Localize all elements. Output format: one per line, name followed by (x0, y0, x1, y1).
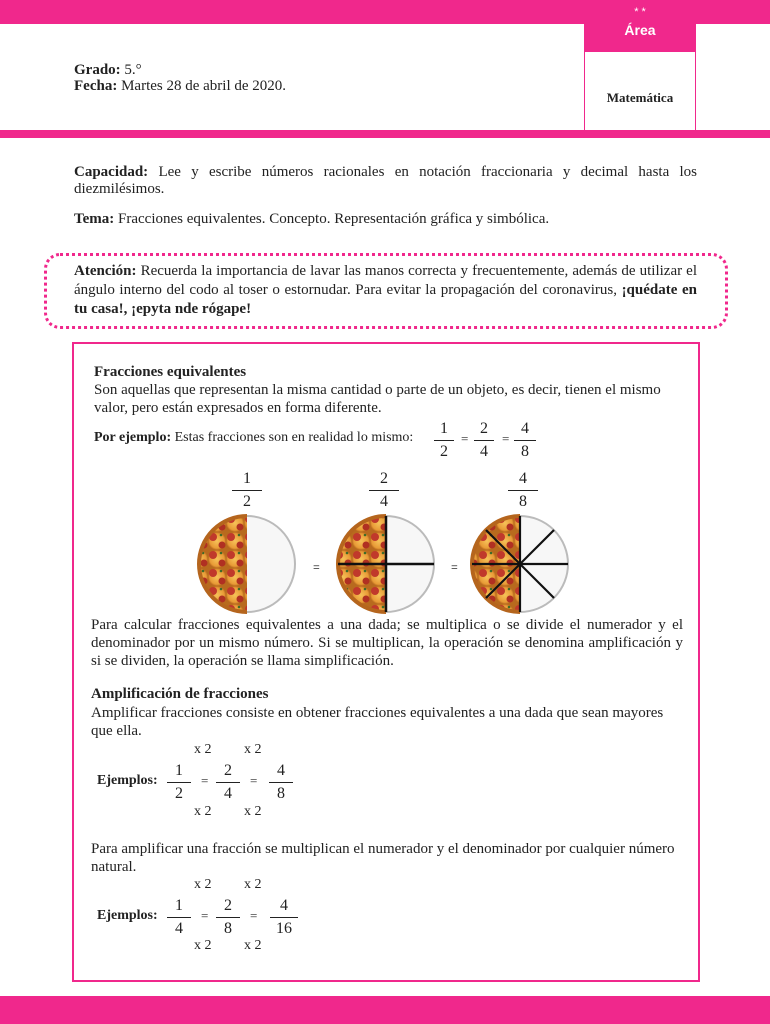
area-label: Área (624, 22, 656, 38)
equals-sign: = (250, 773, 258, 788)
mult-top-2: x 2 (244, 742, 262, 757)
grado-value: 5.° (124, 62, 142, 78)
example2-fraction-2: $\frac{2}{8}$ (216, 897, 240, 938)
tema (74, 211, 697, 228)
ejemplos-label-2: Ejemplos: (97, 908, 158, 923)
example1-fraction-1: $\frac{1}{2}$ (167, 762, 191, 803)
fraction-inline-1: $\frac{1}{2}$ (434, 420, 454, 461)
example1-fraction-2: $\frac{2}{4}$ (216, 762, 240, 803)
capacidad-text: Lee y escribe números racionales en notación fraccionaria y decimal hasta los diezmilésimos. (74, 164, 697, 197)
pizza-diagram (190, 514, 580, 618)
mult-bottom-4: x 2 (244, 938, 262, 953)
example2-fraction-1: $\frac{1}{4}$ (167, 897, 191, 938)
atencion-body: Recuerda la importancia de lavar las manos correcta y frecuentemente, además de utilizar el ángulo interno del codo al toser o estornudar. Para evitar la propagación del coronavirus, (74, 263, 697, 298)
fraction-inline-3: $\frac{4}{8}$ (514, 420, 536, 461)
footer-bar (0, 996, 770, 1024)
grado-label: Grado: (74, 62, 121, 78)
ejemplo-line (94, 430, 413, 446)
pizza-two-fourths (338, 516, 434, 612)
tema-label: Tema: (74, 211, 115, 227)
fraction-inline-2: $\frac{2}{4}$ (474, 420, 494, 461)
header-divider (0, 130, 770, 138)
fecha-label: Fecha: (74, 78, 118, 94)
mult-top-1: x 2 (194, 742, 212, 757)
ejemplo-text: Estas fracciones son en realidad lo mismo: (174, 430, 414, 445)
atencion-text (74, 262, 697, 319)
fraction-two-fourths: $\frac{2}{4}$ (369, 470, 399, 511)
example2-fraction-3: $\frac{4}{16}$ (270, 897, 298, 938)
capacidad (74, 164, 697, 198)
ampl-text: Amplificar fracciones consiste en obtener fracciones equivalentes a una dada que sean mayores que ella. (91, 705, 664, 739)
box-title: Fracciones equivalentes (94, 364, 247, 380)
equals-sign: = (461, 431, 469, 446)
mult-bottom-2: x 2 (244, 804, 262, 819)
ampl-title: Amplificación de fracciones (91, 686, 269, 702)
pizza-equals-2: = (451, 560, 458, 574)
header-info (74, 62, 286, 94)
pizza-half (199, 516, 295, 612)
atencion-label: Atención: (74, 263, 137, 279)
stars: * * (634, 6, 646, 18)
area-value: Matemática (606, 90, 674, 105)
mult-bottom-1: x 2 (194, 804, 212, 819)
equals-sign: = (201, 908, 209, 923)
fecha-value: Martes 28 de abril de 2020. (121, 78, 287, 94)
tema-text: Fracciones equivalentes. Concepto. Representación gráfica y simbólica. (118, 211, 550, 227)
ejemplo-label: Por ejemplo: (94, 430, 172, 445)
atencion-emphasis: ¡quédate en tu casa!, ¡epyta nde rógape! (74, 282, 697, 317)
area-tab (584, 0, 696, 52)
area-box (584, 52, 696, 130)
box-intro: Son aquellas que representan la misma cantidad o parte de un objeto, es decir, tienen el mismo valor, pero están expresados en forma diferente. (94, 382, 661, 416)
equals-sign: = (250, 908, 258, 923)
calc-text: Para calcular fracciones equivalentes a una dada; se multiplica o se divide el numerador y el denominador por un mismo número. Si se multiplican, la operación se denomina amplificación y si se dividen, la operación se llama simplificación. (91, 617, 683, 669)
pizza-equals-1: = (313, 560, 320, 574)
mult-top-3: x 2 (194, 877, 212, 892)
fraction-four-eighths: $\frac{4}{8}$ (508, 470, 538, 511)
ampl-text-2: Para amplificar una fracción se multiplican el numerador y el denominador por cualquier número natural. (91, 841, 675, 875)
equals-sign: = (502, 431, 510, 446)
example1-fraction-3: $\frac{4}{8}$ (269, 762, 293, 803)
equals-sign: = (201, 773, 209, 788)
capacidad-label: Capacidad: (74, 164, 149, 180)
mult-top-4: x 2 (244, 877, 262, 892)
ejemplos-label: Ejemplos: (97, 773, 158, 788)
mult-bottom-3: x 2 (194, 938, 212, 953)
pizza-four-eighths (472, 516, 568, 612)
fraction-half: $\frac{1}{2}$ (232, 470, 262, 511)
